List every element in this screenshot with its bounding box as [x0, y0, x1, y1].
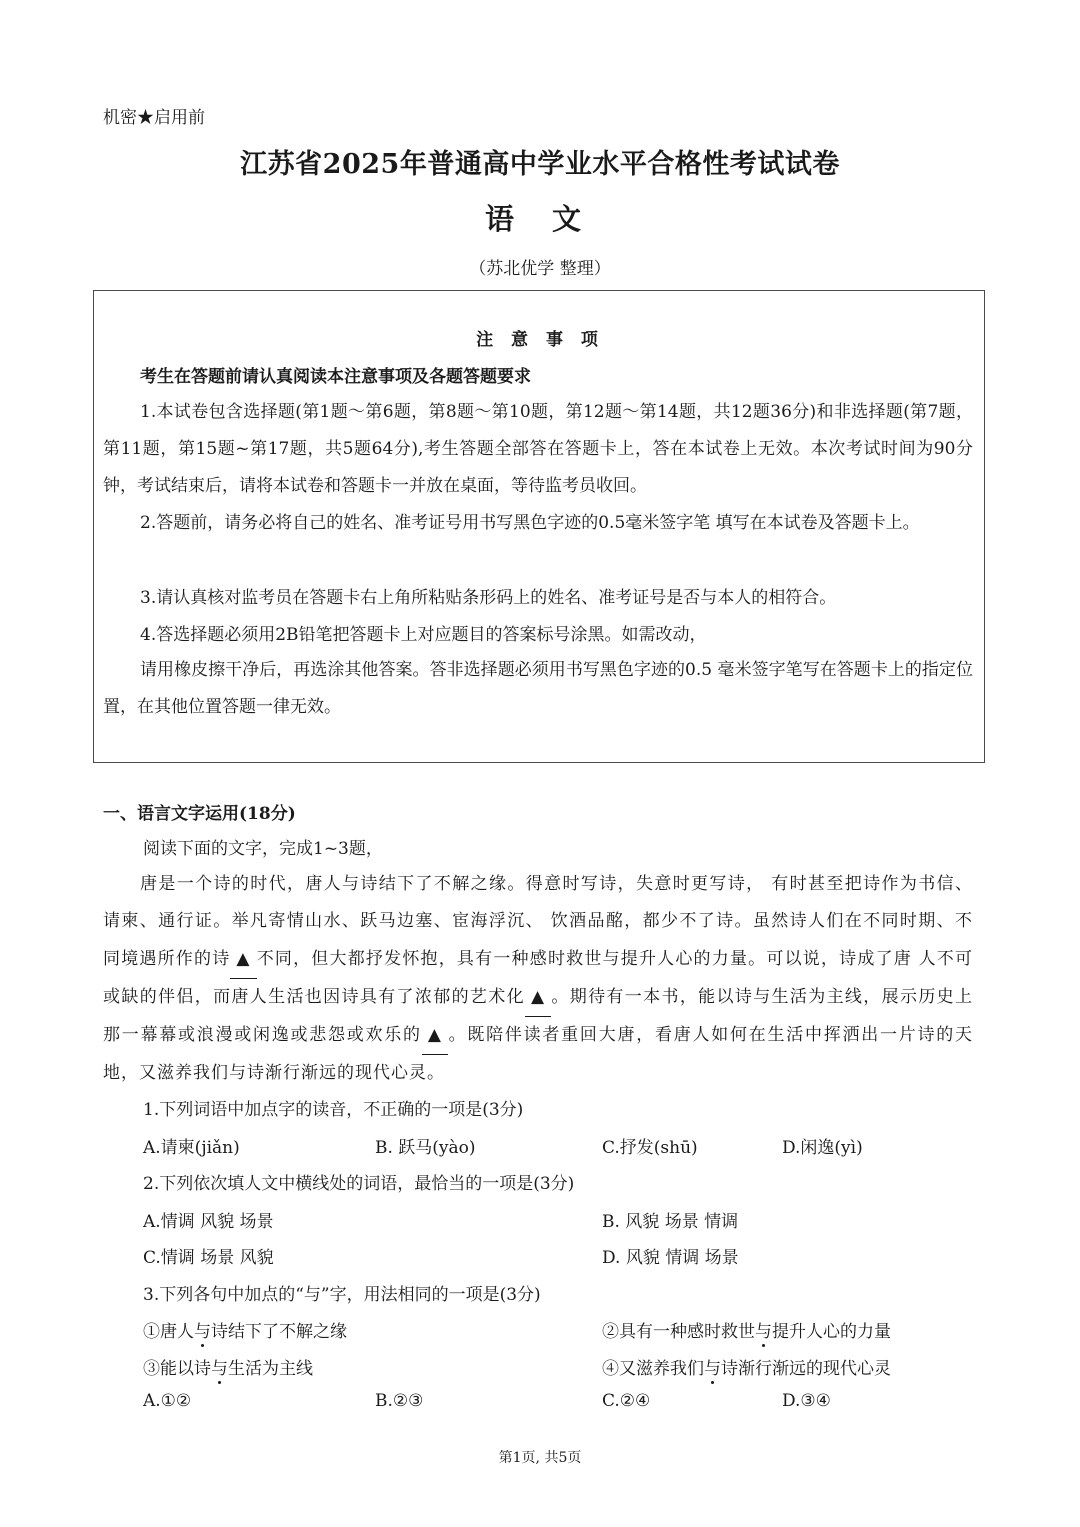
notice-item-2: 2.答题前，请务必将自己的姓名、准考证号用书写黑色字迹的0.5毫米签字笔 填写在本试卷及答题卡上。: [140, 513, 920, 533]
q3-option-a: A.①②: [143, 1391, 192, 1411]
notice-item-4-continued: 请用橡皮擦干净后，再选涂其他答案。答非选择题必须用书写黑色字迹的0.5 毫米签字笔写在答题卡上的指定位置，在其他位置答题一律无效。: [103, 660, 973, 717]
blank-3: ▲: [422, 1017, 448, 1055]
exam-title: 江苏省2025年普通高中学业水平合格性考试试卷: [240, 149, 840, 180]
q2-option-d: D. 风貌 情调 场景: [602, 1248, 739, 1268]
q3-option-b: B.②③: [375, 1391, 424, 1411]
q1-option-b: B. 跃马(yào): [375, 1138, 476, 1158]
notice-item-3: 3.请认真核对监考员在答题卡右上角所粘贴条形码上的姓名、准考证号是否与本人的相符合。: [140, 588, 837, 608]
dotted-char: 与: [755, 1322, 772, 1342]
passage-text: 。期待有一本书，能以诗与生活为主线，展示历史上那一幕幕或浪漫或闲逸或悲怨或欢乐的: [103, 986, 974, 1046]
passage-text: 唐是一个诗的时代，唐人与诗结下了不解之缘。得意时写诗，失意时更写诗， 有时甚至把诗作为书信、请柬、通行证。举凡寄情山水、跃马边塞、宦海浮沉、 饮酒品酩，都少不了诗。虽然诗人们在不同时期、不同境遇所作的诗: [103, 874, 973, 969]
sentence-text: 提升人心的力量: [772, 1322, 891, 1342]
q2-option-a: A.情调 风貌 场景: [143, 1212, 274, 1232]
page-number: 第1页, 共5页: [498, 1450, 582, 1466]
sentence-text: 生活为主线: [228, 1359, 313, 1379]
reading-passage: [103, 866, 973, 1093]
question-2-stem: 2.下列依次填人文中横线处的词语，最恰当的一项是(3分): [143, 1174, 575, 1194]
notice-title: 注 意 事 项: [476, 330, 604, 350]
notice-item-1: 1.本试卷包含选择题(第1题～第6题，第8题～第10题，第12题～第14题，共12题36分)和非选择题(第7题，第11题，第15题~第17题，共5题64分),考生答题全部答在答题卡上，答在本试卷上无效。本次考试时间为90分钟，考试结束后，请将本试卷和答题卡一并放在桌面，等待监考员收回。: [103, 402, 973, 496]
question-1-stem: 1.下列词语中加点字的读音，不正确的一项是(3分): [143, 1100, 524, 1120]
compiler-note: （苏北优学 整理）: [469, 259, 611, 279]
q2-option-b: B. 风貌 场景 情调: [602, 1212, 739, 1232]
q1-option-d: D.闲逸(yì): [782, 1138, 863, 1158]
q3-option-c: C.②④: [602, 1391, 651, 1411]
passage-text: 。既陪伴读者重回大唐，看唐人如何在生活中挥洒出一片诗的天地，又滋养我们与诗渐行渐远的现代心灵。: [103, 1025, 974, 1084]
subject-title: 语 文: [484, 202, 596, 236]
q3-option-d: D.③④: [782, 1391, 831, 1411]
sentence-text: ②具有一种感时救世: [602, 1322, 755, 1342]
notice-lead: 考生在答题前请认真阅读本注意事项及各题答题要求: [140, 367, 531, 387]
q3-sentence-2: [602, 1317, 891, 1342]
q3-sentence-4: [602, 1354, 891, 1379]
sentence-text: 诗渐行渐远的现代心灵: [721, 1359, 891, 1379]
sentence-text: ④又滋养我们: [602, 1359, 704, 1379]
sentence-text: ①唐人: [143, 1322, 194, 1342]
passage-text: 不同，但大都抒发怀抱，具有一种感时救世与提升人心的力量。可以说，诗成了唐 人不可或缺的伴侣，而唐人生活也因诗具有了浓郁的艺术化: [103, 948, 974, 1007]
section-intro: 阅读下面的文字，完成1~3题，: [143, 839, 383, 859]
dotted-char: 与: [704, 1359, 721, 1379]
q1-option-c: C.抒发(shū): [602, 1138, 698, 1158]
blank-2: ▲: [525, 979, 551, 1017]
confidential-mark: 机密★启用前: [103, 108, 205, 128]
dotted-char: 与: [194, 1322, 211, 1342]
q3-sentence-3: [143, 1354, 313, 1379]
notice-item-4: 4.答选择题必须用2B铅笔把答题卡上对应题目的答案标号涂黑。如需改动，: [140, 625, 707, 645]
question-3-stem: 3.下列各句中加点的“与”字，用法相同的一项是(3分): [143, 1285, 541, 1305]
q3-sentence-1: [143, 1317, 347, 1342]
blank-1: ▲: [230, 941, 256, 979]
dotted-char: 与: [211, 1359, 228, 1379]
sentence-text: ③能以诗: [143, 1359, 211, 1379]
q1-option-a: A.请柬(jiǎn): [143, 1138, 240, 1158]
section-heading: 一、语言文字运用(18分): [103, 804, 296, 824]
q2-option-c: C.情调 场景 风貌: [143, 1248, 274, 1268]
sentence-text: 诗结下了不解之缘: [211, 1322, 347, 1342]
